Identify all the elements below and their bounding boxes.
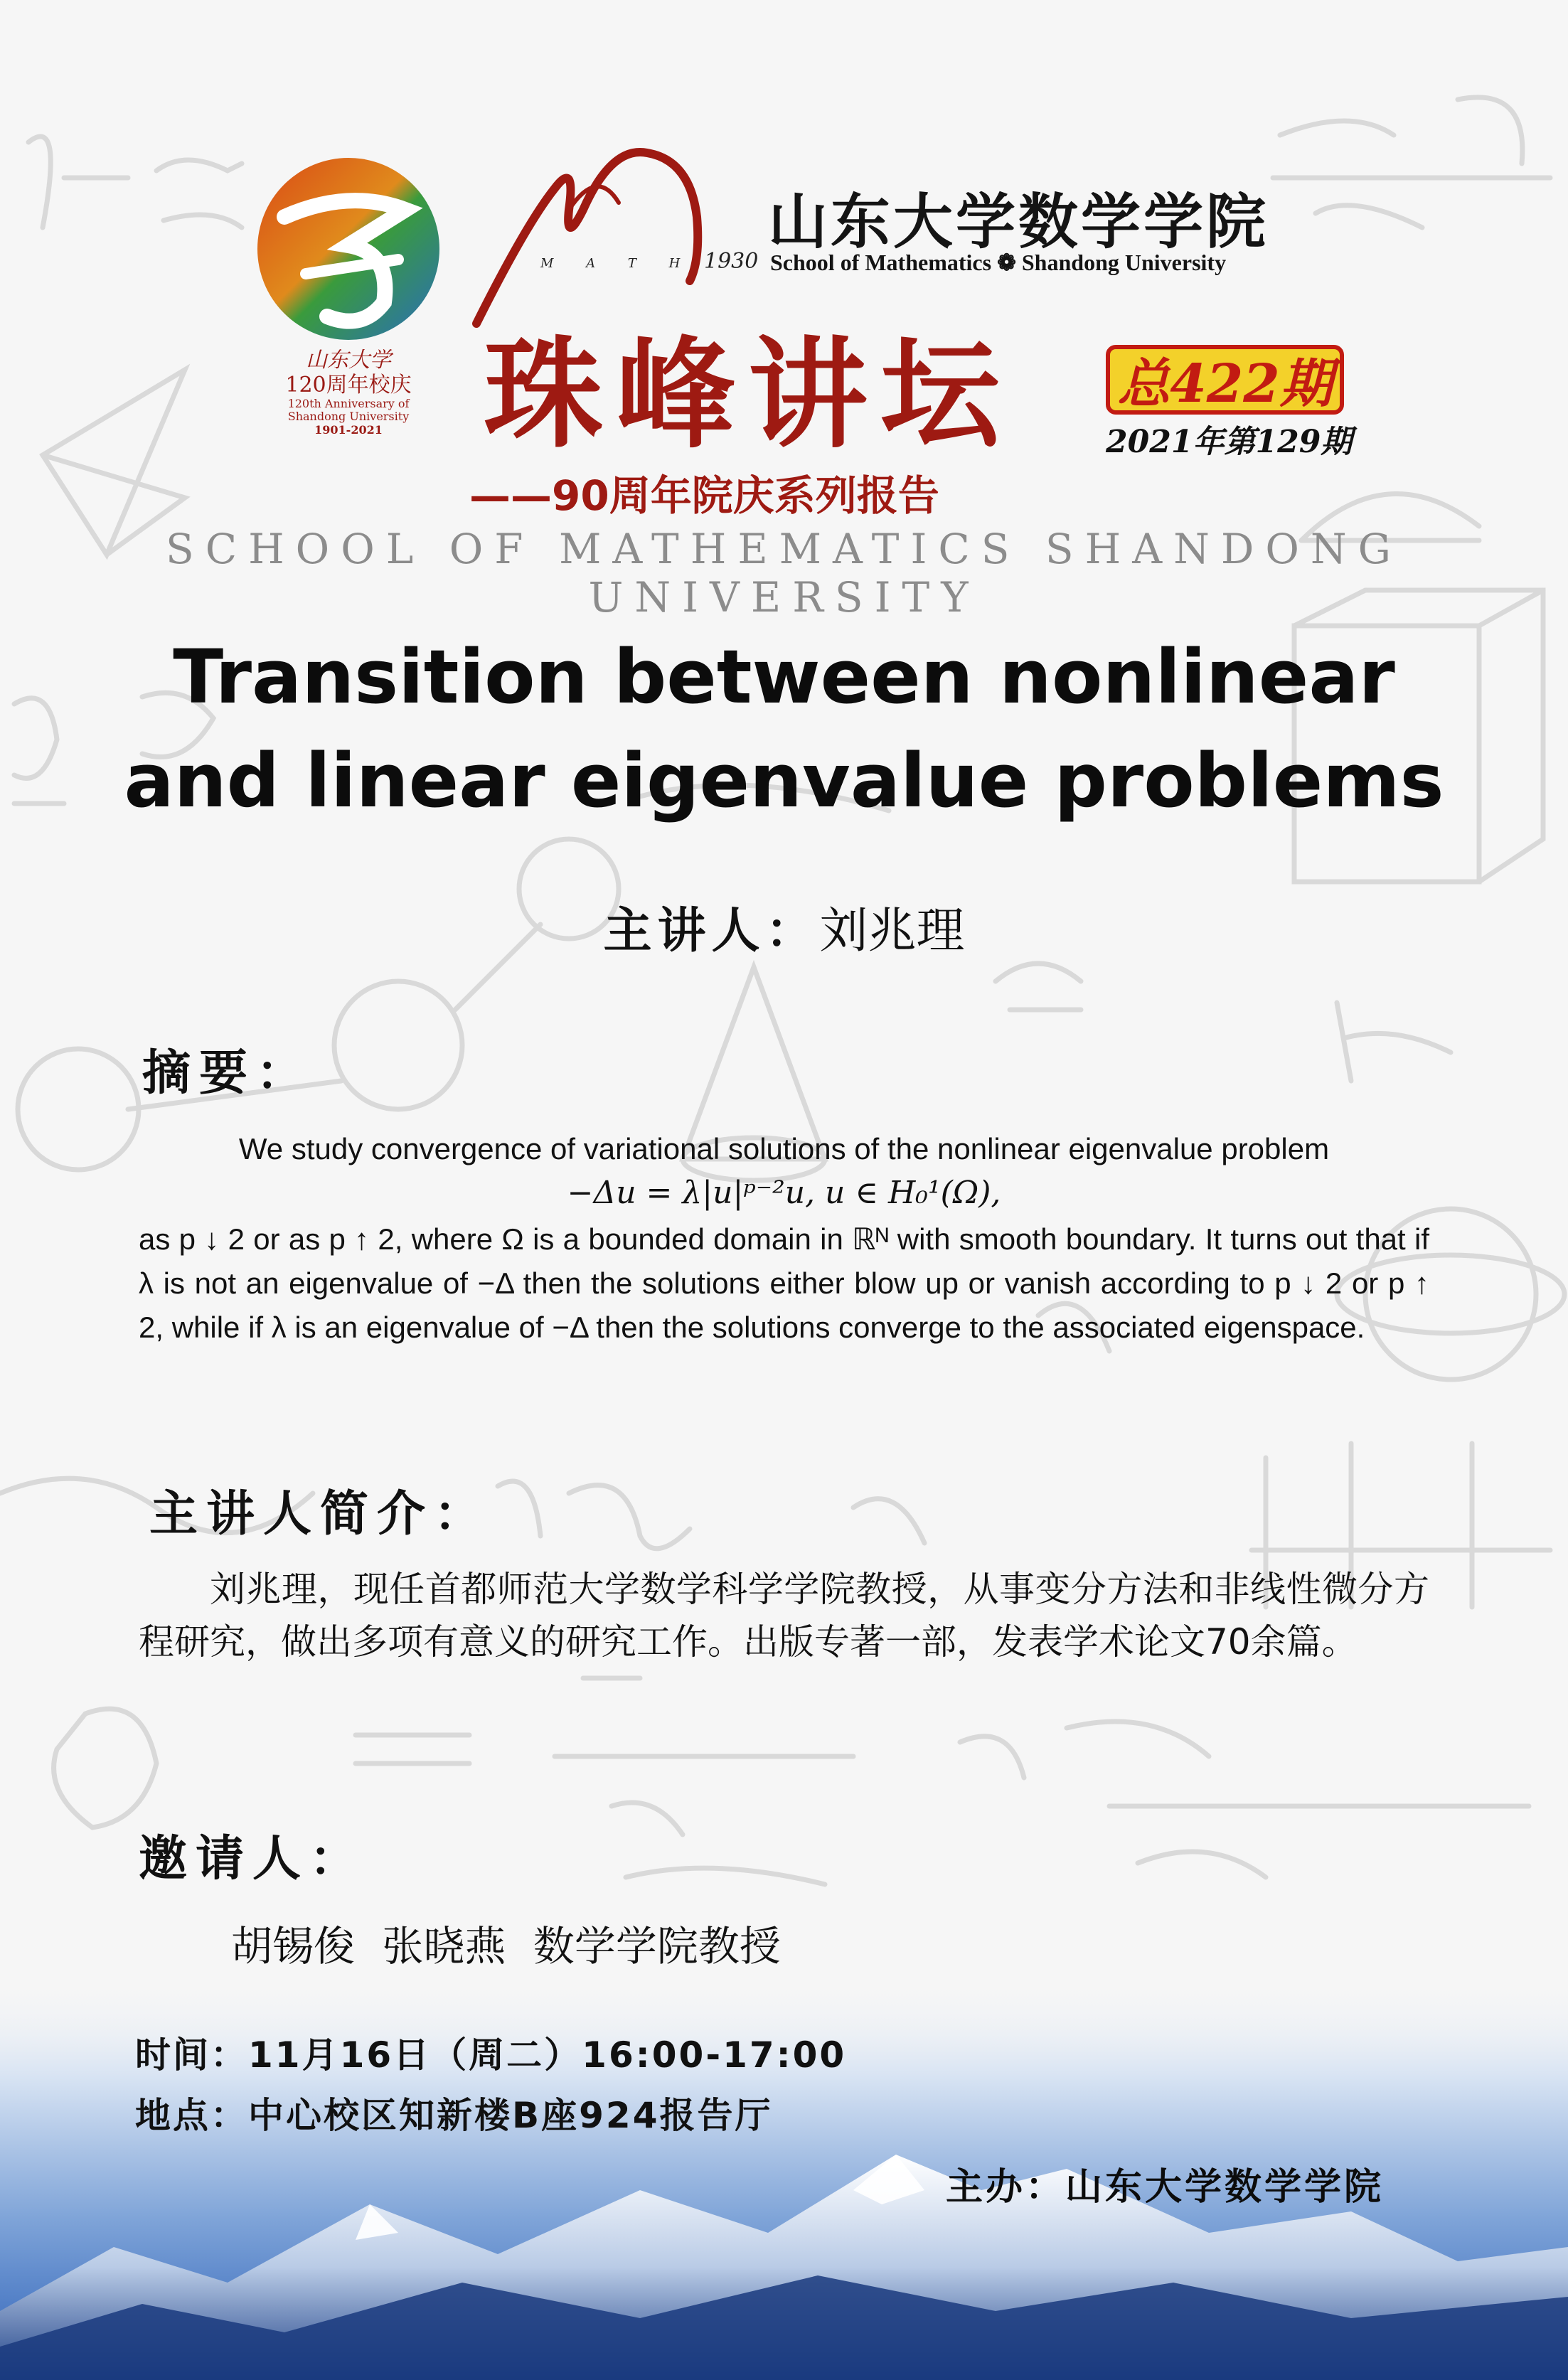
bio-text: 刘兆理，现任首都师范大学数学科学学院教授，从事变分方法和非线性微分方程研究，做出多项有意义的研究工作。出版专著一部，发表学术论文70余篇。 xyxy=(139,1569,1429,1663)
inviter-names: 胡锡俊 张晓燕 数学学院教授 xyxy=(231,1922,781,1970)
issue-total-badge xyxy=(1106,345,1344,415)
talk-title-line1: Transition between nonlinear xyxy=(173,634,1395,720)
talk-title-line2: and linear eigenvalue problems xyxy=(124,737,1444,824)
place-info: 地点：中心校区知新楼B座924报告厅 xyxy=(135,2095,773,2136)
school-name-en: School of Mathematics ❁ Shandong University xyxy=(770,250,1227,275)
anniversary-logo xyxy=(242,153,455,345)
math-logo-label: M A T H xyxy=(540,256,695,271)
host-info: 主办：山东大学数学学院 xyxy=(946,2166,1385,2209)
anniversary-en2: Shandong University xyxy=(287,410,410,424)
math-logo-year: 1930 xyxy=(704,249,759,274)
issue-year: 2021年第129期 xyxy=(1106,424,1353,460)
abstract-equation: −Δu = λ|u|ᵖ⁻²u, u ∈ H₀¹(Ω), xyxy=(567,1175,1001,1211)
anniversary-line2: 120周年校庆 xyxy=(285,372,412,397)
anniversary-years: 1901-2021 xyxy=(314,422,383,437)
forum-title: 珠峰讲坛 xyxy=(484,324,1013,464)
bio-heading: 主讲人简介： xyxy=(149,1485,491,1542)
issue-total-text: 总422期 xyxy=(1117,353,1333,415)
abstract-heading: 摘要： xyxy=(142,1045,314,1101)
school-band-text: SCHOOL OF MATHEMATICS SHANDONG UNIVERSITY xyxy=(165,525,1402,621)
math-school-logo xyxy=(462,124,768,338)
abstract-paragraph-2: as p ↓ 2 or as p ↑ 2, where Ω is a bounded domain in ℝᴺ with smooth boundary. It turns out that if λ is not an eigenvalue of −Δ then the solutions either blow up or vanish according to p ↓ 2 or p ↑ 2, while if λ is an eigenvalue of −Δ then the solutions converge to the associated eigenspace. xyxy=(139,1222,1429,1344)
talk-title xyxy=(71,626,1497,833)
anniversary-en1: 120th Anniversary of xyxy=(287,397,410,410)
time-info: 时间：11月16日（周二）16:00-17:00 xyxy=(135,2034,847,2076)
invite-heading: 邀请人： xyxy=(139,1830,367,1887)
anniversary-cn-name: 山东大学 xyxy=(306,348,391,373)
anniversary-text xyxy=(256,348,441,437)
speaker-label: 主讲人： xyxy=(603,902,820,959)
school-name-cn: 山东大学数学学院 xyxy=(768,186,1269,257)
forum-subtitle: ——90周年院庆系列报告 xyxy=(469,471,939,520)
speaker-name: 刘兆理 xyxy=(819,903,965,959)
speaker-line xyxy=(0,892,1568,961)
abstract-paragraph-1: We study convergence of variational solutions of the nonlinear eigenvalue problem xyxy=(238,1132,1330,1165)
